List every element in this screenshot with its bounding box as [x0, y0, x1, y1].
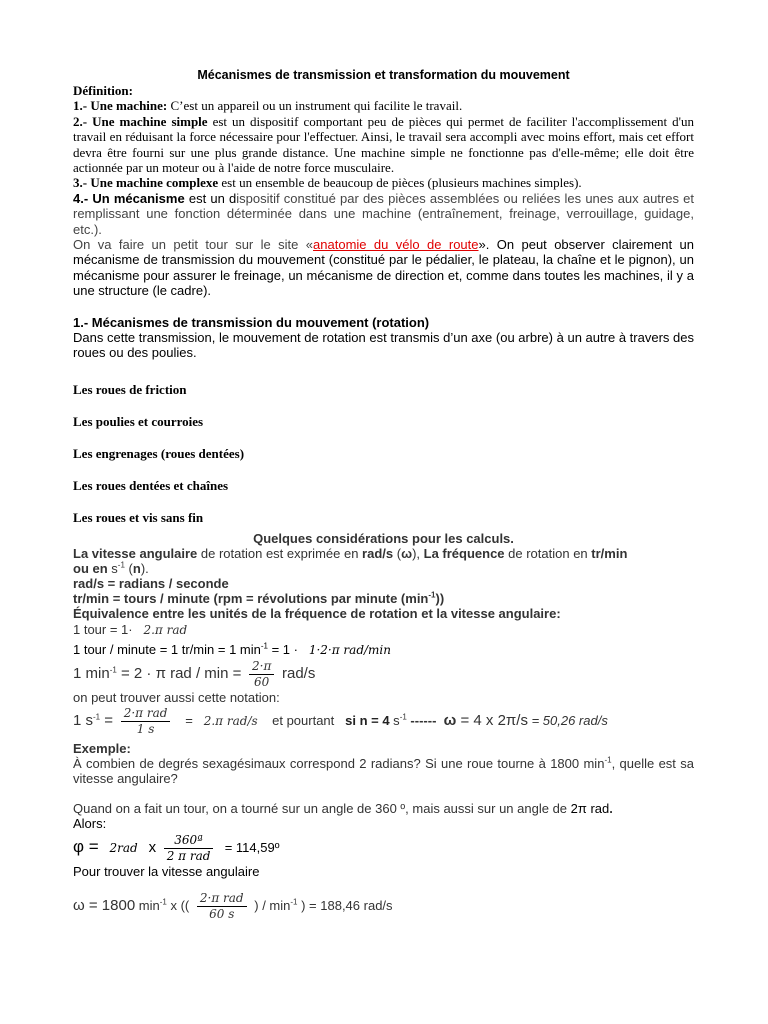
equation-4-omega: ω	[443, 711, 457, 729]
equation-2-left: 1 tour / minute = 1 tr/min = 1 min	[73, 641, 261, 657]
rad-s-unit: rad/s	[362, 545, 394, 561]
example-question-text-a: À combien de degrés sexagésimaux correspond 2 radians? Si une roue tourne à 1800 min	[73, 755, 605, 771]
definition-4-text-b: ispositif constitué par des pièces assemblées ou reliées les unes aux autres et remplissant une fonction déterminée dans une machine (entraînement, freinage, verrouillage, guidage, etc.).	[73, 190, 694, 237]
equation-3-fraction	[249, 659, 274, 690]
equation-4-s: s	[389, 712, 400, 728]
definition-4-text-a: est un d	[184, 190, 237, 206]
or-in-label: ou en	[73, 560, 108, 576]
equation-3	[73, 659, 694, 690]
equation-2-mid: = 1 ·	[267, 641, 298, 657]
equation-4	[73, 706, 694, 737]
calc-line-1	[73, 546, 694, 561]
section-1-heading: 1.- Mécanismes de transmission du mouvement (rotation)	[73, 314, 430, 330]
calc-line-4-text: tr/min = tours / minute (rpm = révolutions par minute (min	[73, 590, 429, 606]
equation-4-fraction	[121, 706, 171, 737]
item-gears: Les engrenages (roues dentées)	[73, 445, 245, 461]
item-gears-chains: Les roues dentées et chaînes	[73, 477, 229, 493]
equation-4-eq2: =	[185, 712, 193, 728]
equation-2	[73, 642, 694, 658]
omega-equation-close: ) / min	[254, 897, 291, 913]
bike-tour-text-a: On va faire un petit tour sur le site «	[73, 237, 314, 253]
equation-3-unit: rad/s	[281, 664, 316, 682]
calc-line-1-text-b: de rotation en	[504, 545, 592, 561]
equation-4-s-exponent: -1	[399, 712, 407, 722]
bike-tour-text-b: ». On peut observer clairement un mécanisme de transmission du mouvement (constitué par le pédalier, le plateau, la chaîne et le pignon), un mécanisme pour assurer le freinage, un mécanisme de direction et, comme dans toutes les machines, il y a une structure (le cadre).	[73, 237, 695, 299]
equation-3-exponent: -1	[109, 665, 117, 675]
equation-4-dashes: ------	[406, 712, 437, 728]
equation-1	[73, 622, 694, 638]
equation-4-product: = 4 x 2π/s	[456, 711, 528, 729]
phi-equation-left: φ =	[73, 836, 99, 856]
definition-3	[73, 175, 694, 190]
paren-close: ),	[412, 545, 424, 561]
alors-label: Alors:	[73, 815, 107, 831]
definition-4	[73, 191, 694, 237]
equation-2-exponent: -1	[260, 641, 268, 651]
equation-3-left: 1 min	[73, 664, 110, 682]
equation-3-denominator: 60	[254, 674, 270, 689]
bike-tour-paragraph	[73, 237, 694, 299]
calc-line-4-close: ))	[435, 590, 445, 606]
page-title: Mécanismes de transmission et transformation du mouvement	[197, 68, 570, 82]
example-question	[73, 756, 694, 786]
equation-4-eq: =	[100, 711, 114, 729]
angular-velocity-label: La vitesse angulaire	[73, 545, 198, 561]
omega-equation-open: x ((	[166, 897, 190, 913]
example-question-exponent: -1	[604, 755, 612, 765]
phi-equation-denominator: 2 π rad	[166, 848, 211, 863]
calc-line-4	[73, 591, 694, 606]
definition-1-label: 1.- Une machine:	[73, 98, 168, 114]
example-paragraph-period: .	[609, 800, 613, 816]
omega-equation-unit: min	[135, 897, 160, 913]
omega-equation-exponent-2: -1	[290, 897, 298, 907]
omega-equation-fraction	[197, 891, 247, 922]
equation-4-value: = 50,26 rad/s	[527, 712, 608, 728]
omega-equation-exponent: -1	[159, 897, 167, 907]
equation-2-right: 1·2·π rad/min	[308, 642, 391, 657]
equation-3-mid: = 2 · π rad / min =	[116, 664, 242, 682]
example-heading: Exemple:	[73, 740, 131, 756]
paren-open-2: (	[124, 560, 133, 576]
angular-velocity-note: Pour trouver la vitesse angulaire	[73, 863, 260, 879]
calc-line-3: rad/s = radians / seconde	[73, 575, 229, 591]
equation-1-left: 1 tour = 1·	[73, 621, 133, 637]
definition-heading: Définition:	[73, 83, 133, 98]
calc-line-1-text-a: de rotation est exprimée en	[197, 545, 363, 561]
definition-1-text: C’est un appareil ou un instrument qui facilite le travail.	[167, 98, 463, 114]
equation-4-denominator: 1 s	[136, 721, 155, 736]
s-exponent: -1	[117, 560, 125, 570]
calc-line-2	[73, 561, 694, 576]
definition-2-text: est un dispositif comportant peu de pièces qui permet de faciliter l'accomplissement d'un travail en réduisant la force nécessaire pour l'effectuer. Ainsi, le travail sera accompli avec moins effort, mais cet effort devra être fourni sur une plus grande distance. Une machine simple ne fonctionne pas d'elle-même; elle doit être actionnée par un moteur ou à l'aide de notre force musculaire.	[73, 113, 694, 176]
example-question-text-b: , quelle est sa vitesse angulaire?	[73, 755, 695, 786]
equation-1-right: 2.π rad	[143, 622, 188, 637]
phi-equation	[73, 833, 694, 864]
omega-equation-result: ) = 188,46 rad/s	[297, 897, 393, 913]
document-page	[73, 68, 694, 922]
equation-3-numerator: 2·π	[249, 659, 274, 675]
item-worm-gears: Les roues et vis sans fin	[73, 509, 204, 525]
min-exponent: -1	[428, 590, 436, 600]
definition-1	[73, 98, 694, 113]
equation-4-result: 2.π rad/s	[203, 713, 258, 728]
example-paragraph	[73, 801, 694, 816]
example-paragraph-angle: 2π rad	[570, 800, 610, 816]
bike-anatomy-link[interactable]: anatomie du vélo de route	[313, 237, 479, 253]
equation-4-connector: et pourtant	[272, 712, 335, 728]
phi-equation-numerator: 360ª	[164, 833, 214, 849]
phi-equation-result: = 114,59º	[224, 839, 280, 855]
definition-4-label: 4.- Un mécanisme	[73, 190, 185, 206]
equation-4-exponent: -1	[93, 712, 101, 722]
equation-4-numerator: 2·π rad	[121, 706, 171, 722]
definition-2-label: 2.- Une machine simple	[73, 113, 208, 129]
definition-3-label: 3.- Une machine complexe	[73, 175, 219, 191]
frequency-label: La fréquence	[423, 545, 505, 561]
notation-note: on peut trouver aussi cette notation:	[73, 689, 280, 705]
definition-3-text: est un ensemble de beaucoup de pièces (plusieurs machines simples).	[218, 175, 582, 191]
example-paragraph-text: Quand on a fait un tour, on a tourné sur un angle de 360 º, mais aussi sur un angle de	[73, 800, 571, 816]
item-pulleys-belts: Les poulies et courroies	[73, 413, 204, 429]
calc-line-5: Équivalence entre les unités de la fréquence de rotation et la vitesse angulaire:	[73, 605, 561, 621]
definition-2	[73, 114, 694, 176]
section-1-text: Dans cette transmission, le mouvement de rotation est transmis d’un axe (ou arbre) à un autre à travers des roues ou des poulies.	[73, 329, 694, 361]
phi-equation-fraction	[164, 833, 214, 864]
phi-equation-times: x	[148, 838, 157, 856]
paren-close-2: ).	[140, 560, 149, 576]
omega-equation-numerator: 2·π rad	[197, 891, 247, 907]
omega-equation-left: ω = 1800	[73, 896, 136, 914]
equation-4-condition: si n = 4	[345, 712, 390, 728]
equation-4-left: 1 s	[73, 711, 94, 729]
n-symbol: n	[132, 560, 141, 576]
paren-open: (	[393, 545, 402, 561]
s-unit: s	[107, 560, 118, 576]
omega-equation	[73, 891, 694, 922]
item-friction-wheels: Les roues de friction	[73, 381, 187, 397]
calc-heading: Quelques considérations pour les calculs.	[253, 530, 514, 546]
omega-symbol: ω	[401, 545, 413, 561]
omega-equation-denominator: 60 s	[209, 906, 235, 921]
phi-equation-radians: 2rad	[109, 840, 138, 855]
tr-min-unit: tr/min	[591, 545, 628, 561]
